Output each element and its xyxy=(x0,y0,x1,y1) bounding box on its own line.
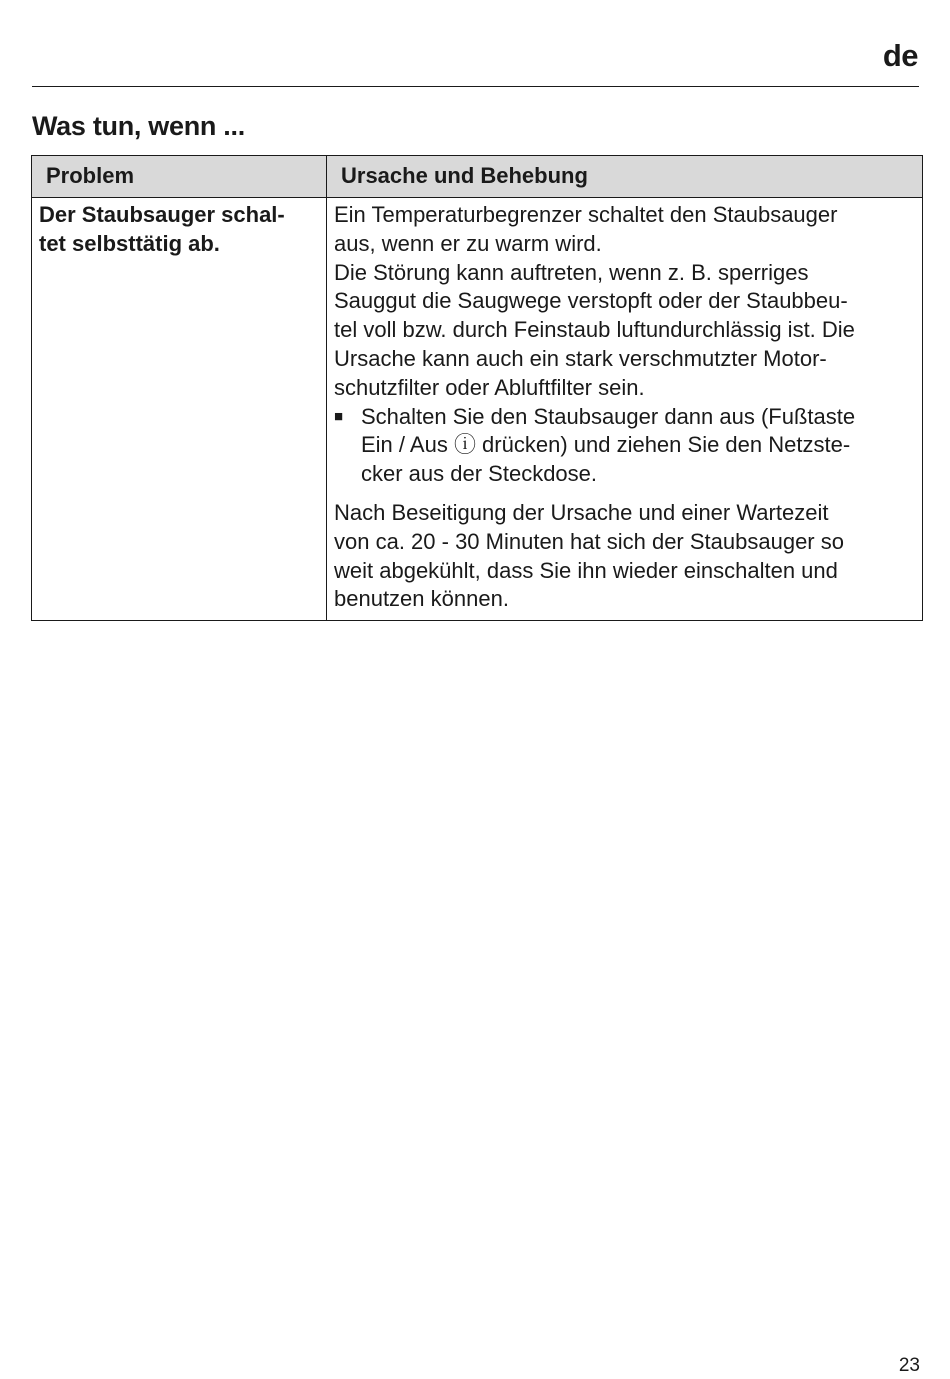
cause-text-line: tel voll bzw. durch Feinstaub luftundurchlässig ist. Die xyxy=(334,317,855,343)
language-code: de xyxy=(882,38,918,73)
header-divider xyxy=(32,86,919,87)
after-text-line: von ca. 20 - 30 Minuten hat sich der Staubsauger so xyxy=(334,528,844,554)
problem-text-line: Der Staubsauger schal- xyxy=(39,202,285,227)
cause-text-line: Ein Temperaturbegrenzer schaltet den Staubsauger xyxy=(334,202,838,227)
table-header-row xyxy=(32,156,923,198)
troubleshooting-table xyxy=(31,155,923,621)
action-text-line: cker aus der Steckdose. xyxy=(361,461,598,487)
column-header-cause: Ursache und Behebung xyxy=(327,156,923,198)
column-header-problem: Problem xyxy=(32,156,327,198)
section-title: Was tun, wenn ... xyxy=(32,111,245,141)
action-step xyxy=(334,403,914,489)
problem-cell xyxy=(32,198,327,621)
table-row xyxy=(32,198,923,621)
action-text-line: Schalten Sie den Staubsauger dann aus (Fußtaste xyxy=(361,403,856,429)
action-text-line: Ein / Aus ⓘ drücken) und ziehen Sie den Netzste- xyxy=(361,432,851,458)
cause-text-line: schutzfilter oder Abluftfilter sein. xyxy=(334,374,645,400)
bullet-square-icon: ■ xyxy=(334,407,344,425)
cause-text-line: aus, wenn er zu warm wird. xyxy=(334,230,602,256)
after-text-line: Nach Beseitigung der Ursache und einer Wartezeit xyxy=(334,499,829,525)
cause-text-line: Die Störung kann auftreten, wenn z. B. sperriges xyxy=(334,259,809,285)
problem-text-line: tet selbsttätig ab. xyxy=(39,230,220,256)
after-paragraph xyxy=(334,499,914,614)
after-text-line: weit abgekühlt, dass Sie ihn wieder einschalten und xyxy=(334,557,838,583)
page-number: 23 xyxy=(898,1355,920,1376)
cause-cell xyxy=(327,198,923,621)
action-text xyxy=(361,403,914,489)
after-text-line: benutzen können. xyxy=(334,586,509,612)
cause-text-line: Ursache kann auch ein stark verschmutzter Motor- xyxy=(334,345,827,371)
cause-text-line: Sauggut die Saugwege verstopft oder der Staubbeu- xyxy=(334,288,848,314)
cause-paragraph xyxy=(334,201,914,403)
